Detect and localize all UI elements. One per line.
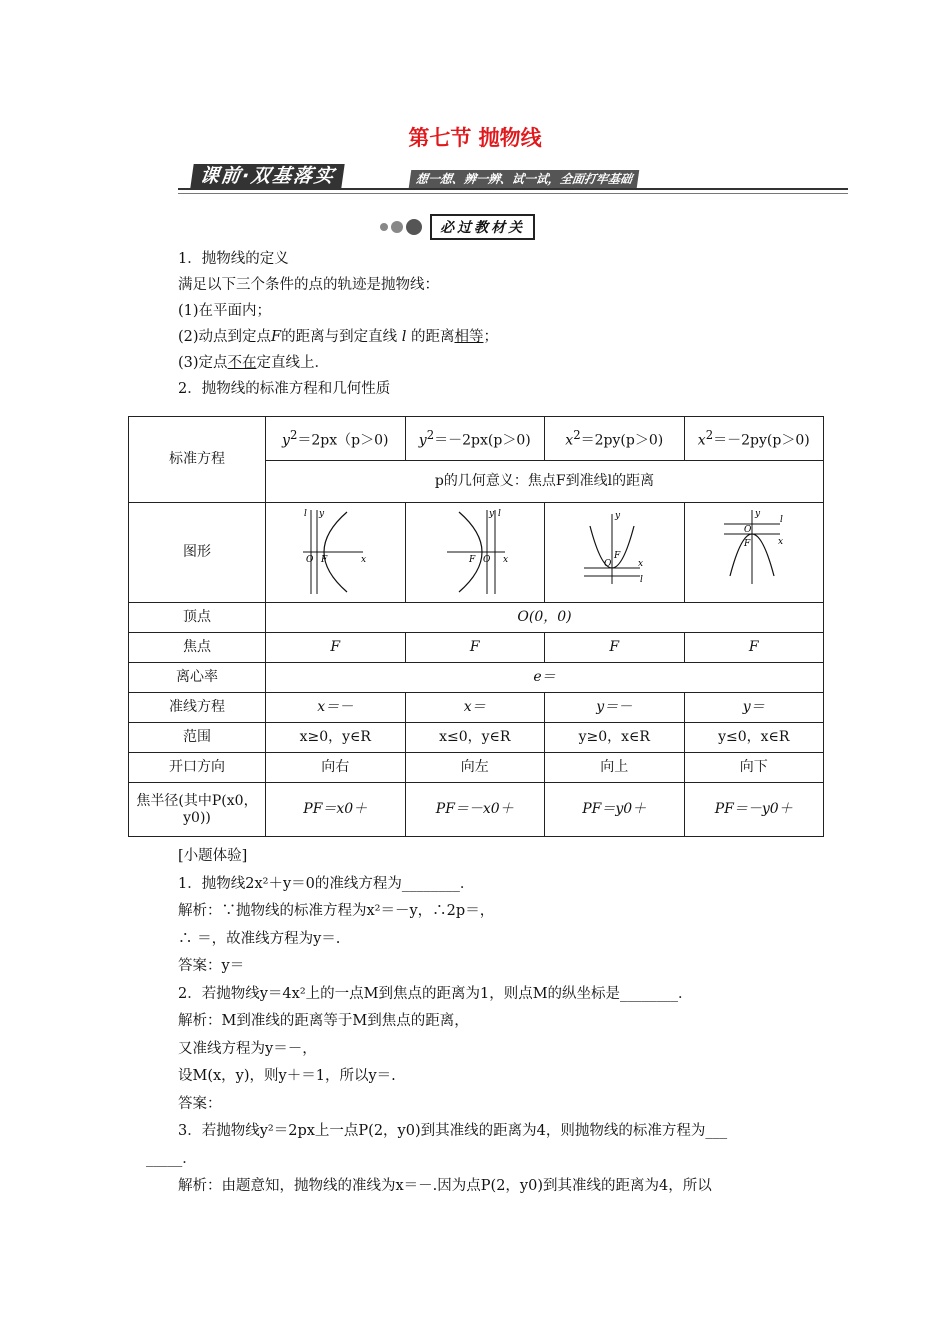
table-row xyxy=(129,753,824,783)
directrix-cell xyxy=(545,693,685,723)
graph-cell-right xyxy=(266,503,406,603)
row-header-focus: 焦点 xyxy=(129,633,266,663)
text: ＝2py(p＞0) xyxy=(580,432,664,449)
table-row xyxy=(129,633,824,663)
text: e＝ xyxy=(533,669,556,685)
svg-text:F: F xyxy=(468,555,475,565)
row-header-opening: 开口方向 xyxy=(129,753,266,783)
q2-solution-1: 解析：M到准线的距离等于M到焦点的距离， xyxy=(178,1013,469,1029)
parabola-up-graph xyxy=(580,504,648,596)
row-header-vertex: 顶点 xyxy=(129,603,266,633)
dots-icon xyxy=(380,217,425,236)
q3-solution-1: 解析：由题意知，抛物线的准线为x＝－.因为点P(2，y0)到其准线的距离为4，所以 xyxy=(178,1178,712,1194)
svg-text:F: F xyxy=(321,555,328,565)
svg-text:F: F xyxy=(614,551,621,561)
text: PF＝－y0＋ xyxy=(714,801,793,817)
must-pass-badge xyxy=(380,214,535,238)
q1-answer: 答案：y＝ xyxy=(178,958,245,974)
row-header-eccentricity: 离心率 xyxy=(129,663,266,693)
eccentricity-cell xyxy=(266,663,824,693)
text: O(0，0) xyxy=(517,609,572,625)
text: ＝－2px(p＞0) xyxy=(434,432,531,449)
q2-solution-3: 设M(x，y)，则y＋＝1，所以y＝. xyxy=(178,1068,396,1084)
svg-text:x: x xyxy=(361,555,367,565)
text: F xyxy=(748,639,759,655)
parabola-right-graph xyxy=(301,504,369,596)
opening-cell: 向左 xyxy=(405,753,545,783)
text: F xyxy=(469,639,480,655)
underlined-answer: 相等 xyxy=(454,329,484,345)
svg-text:y: y xyxy=(319,509,325,519)
text: PF＝－x0＋ xyxy=(435,801,514,817)
p-meaning-cell: p的几何意义：焦点F到准线l的距离 xyxy=(266,461,824,503)
text: x xyxy=(565,432,574,449)
condition-3 xyxy=(178,350,818,376)
graph-cell-up xyxy=(545,503,685,603)
row-header-standard: 标准方程 xyxy=(129,417,266,503)
range-cell: y≤0，x∈R xyxy=(684,723,824,753)
opening-cell: 向上 xyxy=(545,753,685,783)
row-header-directrix: 准线方程 xyxy=(129,693,266,723)
text: ＝2px（p＞0) xyxy=(297,432,389,449)
underlined-answer: 不在 xyxy=(227,355,257,371)
definition-section xyxy=(178,246,818,402)
svg-text:l: l xyxy=(640,575,644,585)
equation-cell xyxy=(545,417,685,461)
banner-main-label: 课前·双基落实 xyxy=(190,164,345,188)
text: y＝ xyxy=(742,699,765,715)
vertex-cell xyxy=(266,603,824,633)
table-row xyxy=(129,663,824,693)
svg-text:l: l xyxy=(497,509,501,519)
page-title: 第七节 抛物线 xyxy=(408,126,542,150)
text: PF＝x0＋ xyxy=(303,801,368,817)
text: 的距离与到定直线 xyxy=(281,329,398,345)
text: F xyxy=(271,329,282,345)
text: x xyxy=(697,432,706,449)
question-3-continued: _____． xyxy=(146,1150,197,1167)
practice-header: [小题体验] xyxy=(178,848,248,864)
row-header-graph: 图形 xyxy=(129,503,266,603)
text: F xyxy=(609,639,620,655)
q2-answer: 答案： xyxy=(178,1095,222,1112)
parabola-properties-table xyxy=(128,416,824,837)
table-row xyxy=(129,783,824,837)
question-2: 2．若抛物线y＝4x²上的一点M到焦点的距离为1，则点M的纵坐标是________． xyxy=(178,985,693,1002)
text: 定直线上． xyxy=(256,355,330,371)
properties-heading: 2．抛物线的标准方程和几何性质 xyxy=(178,381,391,397)
graph-cell-left xyxy=(405,503,545,603)
equation-cell xyxy=(684,417,824,461)
table-row xyxy=(129,417,824,461)
focal-radius-cell xyxy=(405,783,545,837)
q1-solution-1: 解析：∵抛物线的标准方程为x²＝－y，∴2p＝， xyxy=(178,903,495,919)
svg-text:l: l xyxy=(304,509,308,519)
svg-text:O: O xyxy=(604,559,612,569)
directrix-cell xyxy=(405,693,545,723)
condition-2 xyxy=(178,324,818,350)
banner-sub-label: 想一想、辨一辨、试一试，全面打牢基础 xyxy=(409,170,640,188)
text: 的距离 xyxy=(410,329,455,345)
text: y xyxy=(418,432,427,449)
condition-1: (1)在平面内； xyxy=(178,303,272,319)
focus-cell xyxy=(405,633,545,663)
text: (3)定点 xyxy=(178,355,228,371)
text: 2 xyxy=(705,428,714,443)
text: y xyxy=(282,432,290,449)
svg-text:y: y xyxy=(615,511,621,521)
practice-section xyxy=(146,843,818,1201)
svg-text:x: x xyxy=(502,555,508,565)
focal-radius-cell xyxy=(545,783,685,837)
svg-text:F: F xyxy=(743,539,750,549)
range-cell: y≥0，x∈R xyxy=(545,723,685,753)
equation-cell xyxy=(405,417,545,461)
table-row xyxy=(129,693,824,723)
opening-cell: 向右 xyxy=(266,753,406,783)
definition-intro: 满足以下三个条件的点的轨迹是抛物线： xyxy=(178,277,439,293)
svg-text:O: O xyxy=(482,555,491,565)
parabola-left-graph xyxy=(441,504,509,596)
text: x＝－ xyxy=(317,699,354,715)
table-row xyxy=(129,503,824,603)
directrix-cell xyxy=(684,693,824,723)
q2-solution-2: 又准线方程为y＝－， xyxy=(178,1040,317,1057)
svg-text:O: O xyxy=(743,525,752,535)
opening-cell: 向下 xyxy=(684,753,824,783)
svg-text:O: O xyxy=(306,555,314,565)
text: PF＝y0＋ xyxy=(582,801,647,817)
focal-radius-cell xyxy=(266,783,406,837)
text: y＝－ xyxy=(596,699,633,715)
question-1: 1．抛物线2x²＋y＝0的准线方程为________． xyxy=(178,875,475,892)
text: 2 xyxy=(289,428,298,443)
text: ＝－2py(p＞0) xyxy=(713,432,810,449)
svg-text:x: x xyxy=(777,537,783,547)
text: (2)动点到定点 xyxy=(178,329,272,345)
table-row xyxy=(129,723,824,753)
banner-rule-thin xyxy=(178,193,848,194)
focal-radius-cell xyxy=(684,783,824,837)
svg-text:y: y xyxy=(488,509,494,519)
text: 2 xyxy=(426,428,435,443)
text: l xyxy=(401,329,407,345)
q1-solution-2: ∴ ＝，故准线方程为y＝. xyxy=(178,930,341,947)
focus-cell xyxy=(684,633,824,663)
row-header-range: 范围 xyxy=(129,723,266,753)
graph-cell-down xyxy=(684,503,824,603)
text: F xyxy=(330,639,341,655)
question-3: 3．若抛物线y²＝2px上一点P(2，y0)到其准线的距离为4，则抛物线的标准方程为___ xyxy=(178,1123,728,1139)
range-cell: x≥0，y∈R xyxy=(266,723,406,753)
parabola-down-graph xyxy=(720,504,788,596)
focus-cell xyxy=(266,633,406,663)
definition-heading: 1．抛物线的定义 xyxy=(178,251,289,267)
range-cell: x≤0，y∈R xyxy=(405,723,545,753)
must-pass-label: 必过教材关 xyxy=(430,214,535,240)
table-row xyxy=(129,603,824,633)
text: ； xyxy=(483,329,498,345)
directrix-cell xyxy=(266,693,406,723)
row-header-focal-radius: 焦半径(其中P(x0，y0)) xyxy=(129,783,266,837)
text: 2 xyxy=(573,428,581,443)
svg-text:y: y xyxy=(754,509,760,519)
svg-text:l: l xyxy=(779,515,783,525)
equation-cell xyxy=(266,417,406,461)
banner-rule xyxy=(178,188,848,190)
focus-cell xyxy=(545,633,685,663)
section-banner xyxy=(178,164,848,194)
svg-text:x: x xyxy=(638,559,644,569)
text: x＝ xyxy=(463,699,486,715)
